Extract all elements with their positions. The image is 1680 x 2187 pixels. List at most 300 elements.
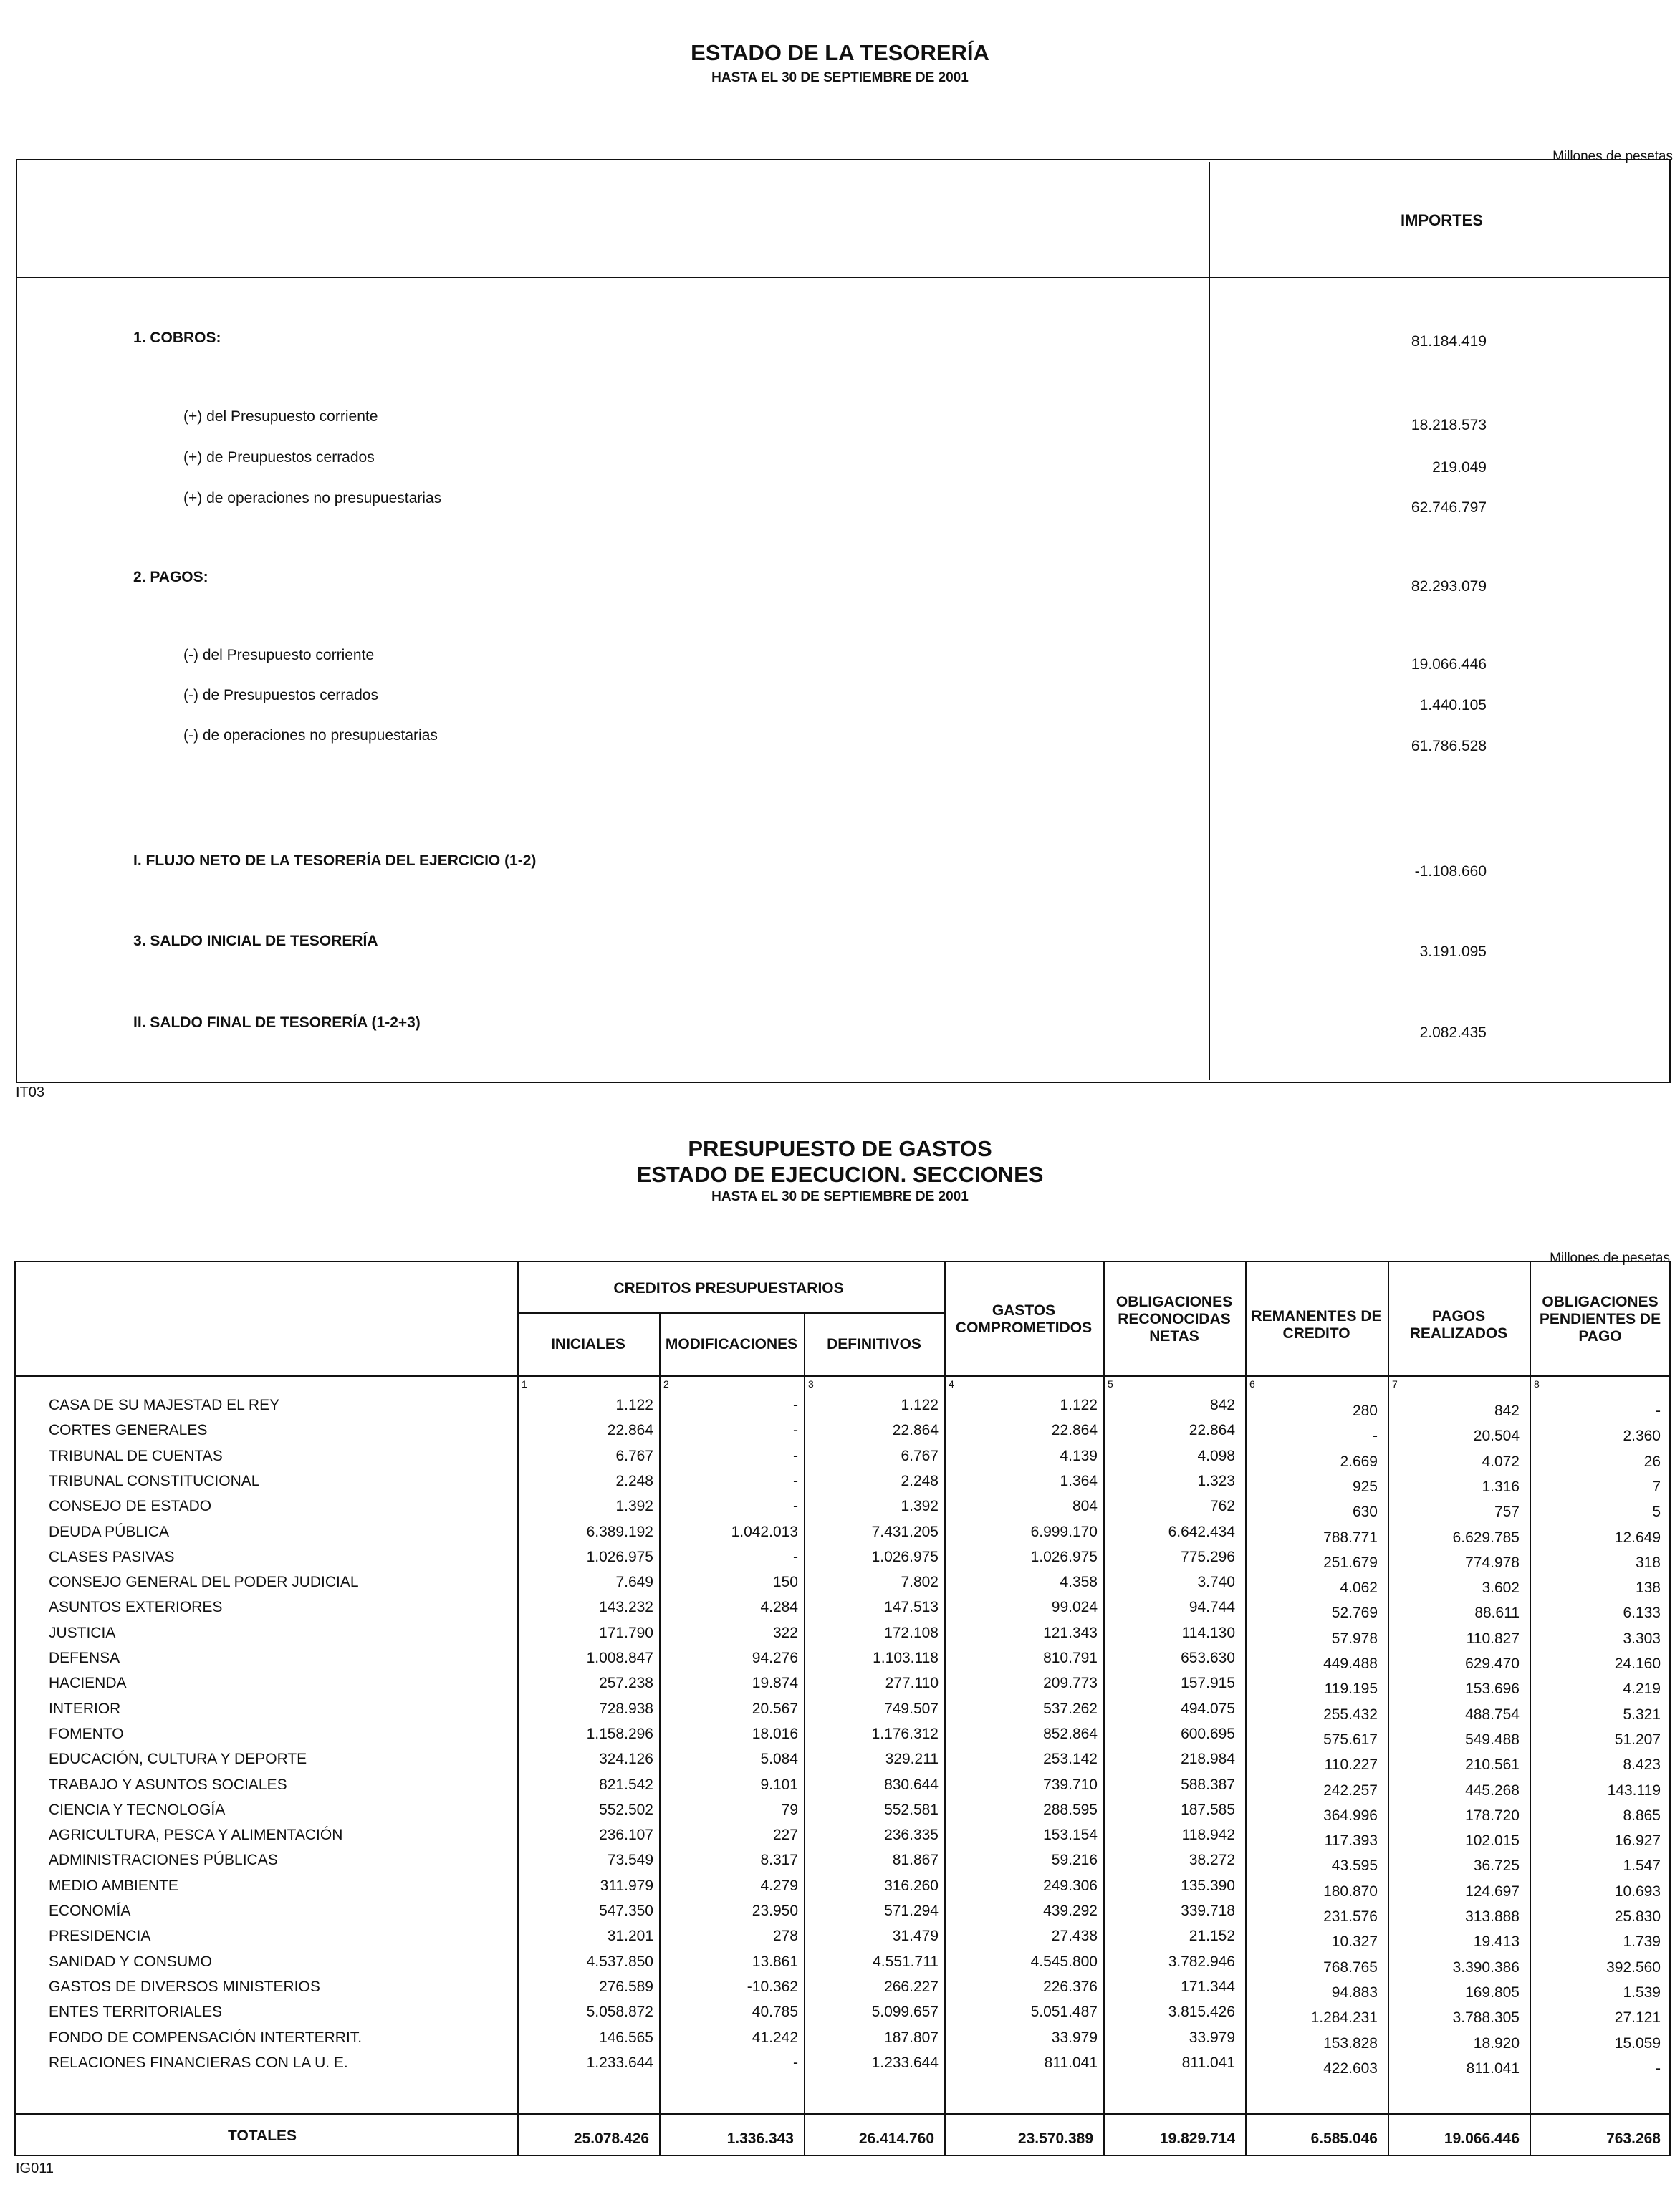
table-cell: 494.075 [1181,1701,1235,1717]
tesoreria-title: ESTADO DE LA TESORERÍA [691,40,989,65]
header-divider [14,1375,1671,1377]
table-cell: 171.790 [599,1625,653,1641]
table-cell: 255.432 [1323,1706,1378,1723]
column-number: 7 [1392,1378,1398,1390]
table-cell: - [1373,1428,1378,1444]
table-cell: 114.130 [1181,1625,1235,1641]
table-cell: 1.392 [615,1498,653,1514]
table-cell: - [793,1448,798,1464]
table-row-label: ECONOMÍA [49,1903,131,1919]
table-cell: 36.725 [1473,1857,1520,1874]
table-cell: 218.984 [1181,1751,1235,1767]
table-cell: -10.362 [747,1979,798,1995]
table-cell: 242.257 [1323,1782,1378,1799]
table-row-label: CONSEJO DE ESTADO [49,1498,212,1514]
table-row-label: MEDIO AMBIENTE [49,1878,178,1894]
table-cell: 1.233.644 [586,2054,653,2071]
totals-cell: 763.268 [1606,2130,1661,2147]
table-cell: 4.545.800 [1030,1953,1098,1970]
column-number: 4 [949,1378,954,1390]
column-divider [1388,1261,1389,2156]
column-divider [804,1312,805,2156]
table-cell: 4.139 [1060,1448,1098,1464]
totals-cell: 26.414.760 [858,2130,934,2147]
table-cell: 630 [1352,1504,1378,1520]
table-cell: 1.233.644 [871,2054,939,2071]
tesoreria-row-label: (-) de operaciones no presupuestarias [183,727,438,744]
table-cell: 7 [1652,1479,1661,1495]
table-cell: 537.262 [1043,1701,1098,1717]
table-cell: 40.785 [752,2004,798,2020]
table-cell: 19.874 [752,1675,798,1691]
table-row-label: AGRICULTURA, PESCA Y ALIMENTACIÓN [49,1827,343,1843]
column-number: 6 [1249,1378,1255,1390]
table-cell: 57.978 [1331,1630,1378,1647]
column-number: 1 [522,1378,527,1390]
tesoreria-row-label: II. SALDO FINAL DE TESORERÍA (1-2+3) [133,1014,421,1031]
table-cell: 311.979 [600,1878,653,1894]
totals-cell: 19.829.714 [1159,2130,1235,2147]
table-cell: 24.160 [1614,1655,1661,1672]
table-cell: 439.292 [1043,1903,1098,1919]
table-cell: 276.589 [599,1979,653,1995]
table-cell: 7.649 [615,1574,653,1590]
table-cell: 3.602 [1482,1580,1520,1596]
table-cell: 1.176.312 [871,1726,939,1742]
tesoreria-row-value: 61.786.528 [1411,738,1487,754]
table-cell: 318 [1635,1554,1661,1571]
table-cell: 4.537.850 [586,1953,653,1970]
table-cell: 6.999.170 [1030,1524,1098,1540]
table-cell: 121.343 [1043,1625,1098,1641]
table-cell: 19.413 [1473,1933,1520,1950]
table-cell: 10.693 [1614,1883,1661,1900]
table-cell: 1.026.975 [1030,1549,1098,1565]
table-cell: 81.867 [892,1852,939,1868]
column-number: 3 [808,1378,814,1390]
table-cell: 18.920 [1473,2035,1520,2052]
table-cell: 146.565 [599,2029,653,2046]
tesoreria-row-label: (-) del Presupuesto corriente [183,647,375,663]
table-row-label: CLASES PASIVAS [49,1549,175,1565]
table-cell: 1.122 [901,1397,939,1413]
table-cell: 31.479 [892,1928,939,1944]
table-row-label: GASTOS DE DIVERSOS MINISTERIOS [49,1979,320,1995]
table-cell: 2.360 [1623,1428,1661,1444]
table-cell: 6.133 [1623,1605,1661,1621]
table-cell: 52.769 [1331,1605,1378,1621]
table-cell: 59.216 [1051,1852,1098,1868]
table-cell: 119.195 [1324,1681,1378,1697]
column-divider [517,1261,519,2156]
table-cell: 600.695 [1181,1726,1235,1742]
column-header: OBLIGACIONES RECONOCIDAS NETAS [1115,1294,1233,1345]
table-cell: 811.041 [1044,2054,1098,2071]
table-cell: 31.201 [607,1928,653,1944]
table-cell: 33.979 [1051,2029,1098,2046]
table-cell: 150 [772,1574,798,1590]
table-cell: 322 [772,1625,798,1641]
creditos-group-header: CREDITOS PRESUPUESTARIOS [613,1280,844,1297]
table-row-label: ENTES TERRITORIALES [49,2004,222,2020]
table-cell: 810.791 [1043,1650,1098,1666]
totals-cell: 25.078.426 [573,2130,649,2147]
table-cell: 209.773 [1043,1675,1098,1691]
table-cell: 88.611 [1474,1605,1520,1621]
table-cell: 392.560 [1606,1959,1661,1976]
table-cell: 118.942 [1181,1827,1235,1843]
gastos-table [14,1261,1671,2156]
tesoreria-row-label: (+) de operaciones no presupuestarias [183,490,442,506]
table-cell: 1.547 [1623,1857,1661,1874]
table-cell: 22.864 [1189,1422,1235,1438]
table-cell: 180.870 [1323,1883,1378,1900]
table-cell: 110.827 [1466,1630,1520,1647]
table-cell: 41.242 [752,2029,798,2046]
table-cell: 236.107 [599,1827,653,1843]
table-cell: 278 [772,1928,798,1944]
table-cell: 552.581 [884,1802,939,1818]
table-cell: 147.513 [884,1599,939,1615]
table-cell: 925 [1352,1479,1378,1495]
tesoreria-code: IT03 [16,1085,45,1100]
table-cell: 51.207 [1614,1731,1661,1748]
table-cell: 852.864 [1043,1726,1098,1742]
tesoreria-header-divider [16,277,1671,278]
table-cell: 316.260 [884,1878,939,1894]
table-cell: 3.788.305 [1452,2009,1520,2026]
table-cell: 1.739 [1623,1933,1661,1950]
table-cell: 187.807 [884,2029,939,2046]
column-divider [944,1261,946,2156]
table-cell: 728.938 [599,1701,653,1717]
totals-divider [14,2113,1671,2115]
table-cell: 21.152 [1189,1928,1235,1944]
table-cell: 27.121 [1614,2009,1661,2026]
importes-header: IMPORTES [1401,211,1483,229]
table-cell: 153.154 [1043,1827,1098,1843]
table-cell: - [793,1498,798,1514]
table-cell: 4.284 [760,1599,798,1615]
table-cell: 3.390.386 [1452,1959,1520,1976]
table-cell: 171.344 [1181,1979,1235,1995]
table-cell: 1.316 [1482,1479,1520,1495]
table-cell: 313.888 [1465,1908,1520,1925]
table-row-label: CASA DE SU MAJESTAD EL REY [49,1397,280,1413]
table-cell: 253.142 [1043,1751,1098,1767]
column-number: 8 [1534,1378,1540,1390]
table-cell: 1.539 [1623,1984,1661,2001]
table-cell: 2.248 [901,1473,939,1489]
table-cell: 1.026.975 [586,1549,653,1565]
table-cell: - [793,1397,798,1413]
table-cell: 7.802 [901,1574,939,1590]
table-cell: - [1656,1403,1661,1419]
table-cell: 23.950 [752,1903,798,1919]
table-cell: 26 [1643,1453,1661,1470]
table-cell: 339.718 [1181,1903,1235,1919]
table-cell: 3.740 [1197,1574,1235,1590]
table-row-label: SANIDAD Y CONSUMO [49,1953,212,1970]
table-cell: 20.504 [1473,1428,1520,1444]
tesoreria-row-label: (-) de Presupuestos cerrados [183,687,378,703]
table-row-label: CORTES GENERALES [49,1422,208,1438]
table-cell: 94.276 [752,1650,798,1666]
table-cell: 288.595 [1043,1802,1098,1818]
tesoreria-row-label: 1. COBROS: [133,330,221,346]
tesoreria-units: Millones de pesetas [1552,149,1673,164]
table-cell: 277.110 [885,1675,939,1691]
table-cell: 329.211 [885,1751,939,1767]
table-cell: 1.392 [901,1498,939,1514]
table-cell: 775.296 [1181,1549,1235,1565]
table-cell: 842 [1494,1403,1520,1419]
column-header: PAGOS REALIZADOS [1409,1308,1508,1342]
tesoreria-row-label: 3. SALDO INICIAL DE TESORERÍA [133,933,378,949]
tesoreria-row-value: -1.108.660 [1414,863,1487,880]
table-row-label: HACIENDA [49,1675,127,1691]
tesoreria-subtitle: HASTA EL 30 DE SEPTIEMBRE DE 2001 [711,70,969,85]
totals-cell: 23.570.389 [1017,2130,1093,2147]
column-divider [659,1312,661,2156]
table-cell: 3.782.946 [1168,1953,1235,1970]
table-cell: - [793,1473,798,1489]
table-row-label: FONDO DE COMPENSACIÓN INTERTERRIT. [49,2029,363,2046]
table-cell: 8.865 [1623,1807,1661,1824]
table-row-label: TRIBUNAL CONSTITUCIONAL [49,1473,260,1489]
table-row-label: CIENCIA Y TECNOLOGÍA [49,1802,226,1818]
table-cell: 2.248 [615,1473,653,1489]
table-cell: 552.502 [599,1802,653,1818]
table-cell: 1.284.231 [1310,2009,1378,2026]
column-header: DEFINITIVOS [827,1336,921,1352]
table-cell: 1.026.975 [871,1549,939,1565]
table-cell: 172.108 [884,1625,939,1641]
tesoreria-row-label: 2. PAGOS: [133,569,208,585]
table-cell: 124.697 [1465,1883,1520,1900]
table-cell: 117.393 [1324,1832,1378,1849]
table-row-label: CONSEJO GENERAL DEL PODER JUDICIAL [49,1574,359,1590]
table-cell: 27.438 [1051,1928,1098,1944]
table-cell: 1.122 [1060,1397,1098,1413]
table-cell: 830.644 [884,1777,939,1793]
table-cell: 110.227 [1324,1756,1378,1773]
table-cell: 4.098 [1197,1448,1235,1464]
table-cell: 135.390 [1181,1878,1235,1894]
table-cell: 811.041 [1181,2054,1235,2071]
table-cell: 821.542 [599,1777,653,1793]
column-number: 5 [1108,1378,1113,1390]
table-cell: 449.488 [1323,1655,1378,1672]
table-cell: 13.861 [752,1953,798,1970]
tesoreria-row-value: 62.746.797 [1411,499,1487,516]
table-cell: 653.630 [1181,1650,1235,1666]
gastos-code: IG011 [16,2160,54,2176]
table-cell: 43.595 [1331,1857,1378,1874]
table-cell: 324.126 [599,1751,653,1767]
column-divider [1245,1261,1247,2156]
table-row-label: FOMENTO [49,1726,124,1742]
tesoreria-row-label: I. FLUJO NETO DE LA TESORERÍA DEL EJERCICIO (1-2) [133,852,537,869]
table-cell: 5.058.872 [586,2004,653,2020]
table-row-label: INTERIOR [49,1701,121,1717]
tesoreria-row-label: (+) del Presupuesto corriente [183,408,378,425]
table-cell: 227 [772,1827,798,1843]
tesoreria-row-value: 82.293.079 [1411,578,1487,595]
table-cell: 102.015 [1465,1832,1520,1849]
table-row-label: PRESIDENCIA [49,1928,151,1944]
table-cell: 6.389.192 [586,1524,653,1540]
group-divider [517,1312,944,1314]
table-cell: 257.238 [599,1675,653,1691]
table-cell: 143.119 [1607,1782,1661,1799]
table-cell: 5.051.487 [1030,2004,1098,2020]
column-header: REMANENTES DE CREDITO [1251,1308,1382,1342]
table-cell: 4.062 [1340,1580,1378,1596]
table-cell: - [793,1422,798,1438]
table-cell: 1.008.847 [586,1650,653,1666]
totals-label: TOTALES [228,2128,297,2144]
table-cell: 4.279 [760,1878,798,1894]
table-cell: 73.549 [607,1852,653,1868]
table-cell: 280 [1352,1403,1378,1419]
table-cell: 804 [1072,1498,1098,1514]
tesoreria-row-value: 3.191.095 [1419,943,1487,960]
table-cell: 138 [1635,1580,1661,1596]
table-cell: 1.323 [1197,1473,1235,1489]
table-cell: 422.603 [1323,2060,1378,2077]
gastos-title2: ESTADO DE EJECUCION. SECCIONES [636,1162,1044,1187]
table-cell: 7.431.205 [871,1524,939,1540]
column-divider [1103,1261,1105,2156]
table-cell: 8.423 [1623,1756,1661,1773]
table-cell: 94.744 [1189,1599,1235,1615]
table-cell: 549.488 [1465,1731,1520,1748]
table-cell: 1.042.013 [731,1524,798,1540]
table-cell: 3.815.426 [1168,2004,1235,2020]
table-cell: 1.158.296 [586,1726,653,1742]
table-cell: 157.915 [1181,1675,1235,1691]
table-cell: 488.754 [1465,1706,1520,1723]
table-cell: 22.864 [1051,1422,1098,1438]
tesoreria-row-value: 81.184.419 [1411,333,1487,350]
table-cell: 6.767 [615,1448,653,1464]
table-cell: 210.561 [1465,1756,1520,1773]
table-cell: 249.306 [1043,1878,1098,1894]
table-cell: 788.771 [1323,1529,1378,1546]
table-cell: 6.767 [901,1448,939,1464]
table-cell: - [793,2054,798,2071]
table-cell: 22.864 [607,1422,653,1438]
table-cell: 33.979 [1189,2029,1235,2046]
table-cell: 3.303 [1623,1630,1661,1647]
column-divider [1530,1261,1531,2156]
table-row-label: DEUDA PÚBLICA [49,1524,170,1540]
table-cell: 16.927 [1614,1832,1661,1849]
table-cell: 842 [1209,1397,1235,1413]
tesoreria-col-divider [1209,162,1210,1080]
table-cell: 153.828 [1323,2035,1378,2052]
table-row-label: RELACIONES FINANCIERAS CON LA U. E. [49,2054,348,2071]
table-row-label: EDUCACIÓN, CULTURA Y DEPORTE [49,1751,307,1767]
table-cell: 99.024 [1051,1599,1098,1615]
table-cell: 757 [1494,1504,1520,1520]
table-cell: 1.122 [615,1397,653,1413]
table-cell: 187.585 [1181,1802,1235,1818]
table-cell: 18.016 [752,1726,798,1742]
totals-cell: 1.336.343 [726,2130,794,2147]
table-cell: 15.059 [1614,2035,1661,2052]
totals-cell: 6.585.046 [1310,2130,1378,2147]
column-number: 2 [663,1378,669,1390]
table-cell: 169.805 [1465,1984,1520,2001]
table-cell: 364.996 [1323,1807,1378,1824]
tesoreria-row-value: 19.066.446 [1411,656,1487,673]
table-cell: 12.649 [1614,1529,1661,1546]
table-row-label: TRABAJO Y ASUNTOS SOCIALES [49,1777,287,1793]
table-cell: 94.883 [1331,1984,1378,2001]
table-cell: 1.103.118 [873,1650,939,1666]
table-cell: 6.642.434 [1168,1524,1235,1540]
table-cell: 629.470 [1465,1655,1520,1672]
table-cell: 811.041 [1466,2060,1520,2077]
table-cell: 749.507 [884,1701,939,1717]
column-header: OBLIGACIONES PENDIENTES DE PAGO [1539,1294,1661,1345]
table-cell: - [793,1549,798,1565]
table-cell: 226.376 [1043,1979,1098,1995]
table-row-label: DEFENSA [49,1650,120,1666]
column-header: INICIALES [551,1336,625,1352]
table-cell: 4.072 [1482,1453,1520,1470]
table-cell: 2.669 [1340,1453,1378,1470]
table-cell: 8.317 [760,1852,798,1868]
table-cell: 6.629.785 [1452,1529,1520,1546]
gastos-subtitle: HASTA EL 30 DE SEPTIEMBRE DE 2001 [711,1189,969,1204]
table-cell: 22.864 [892,1422,939,1438]
table-cell: 571.294 [884,1903,939,1919]
table-row-label: ADMINISTRACIONES PÚBLICAS [49,1852,278,1868]
table-cell: 5 [1652,1504,1661,1520]
table-cell: 38.272 [1189,1852,1235,1868]
table-cell: 178.720 [1465,1807,1520,1824]
table-cell: 20.567 [752,1701,798,1717]
table-cell: 236.335 [884,1827,939,1843]
table-cell: 266.227 [884,1979,939,1995]
table-cell: 445.268 [1465,1782,1520,1799]
table-cell: 739.710 [1043,1777,1098,1793]
table-row-label: TRIBUNAL DE CUENTAS [49,1448,223,1464]
table-cell: 547.350 [599,1903,653,1919]
table-cell: 4.219 [1623,1681,1661,1697]
tesoreria-row-value: 1.440.105 [1419,697,1487,713]
column-header: MODIFICACIONES [665,1336,798,1352]
table-row-label: JUSTICIA [49,1625,116,1641]
table-cell: 25.830 [1614,1908,1661,1925]
table-cell: 5.084 [760,1751,798,1767]
table-cell: 79 [781,1802,798,1818]
table-cell: 10.327 [1331,1933,1378,1950]
totals-cell: 19.066.446 [1444,2130,1520,2147]
table-cell: 251.679 [1323,1554,1378,1571]
table-cell: 1.364 [1060,1473,1098,1489]
table-cell: 5.099.657 [871,2004,939,2020]
table-cell: 774.978 [1465,1554,1520,1571]
table-cell: 5.321 [1623,1706,1661,1723]
table-cell: 143.232 [599,1599,653,1615]
gastos-units: Millones de pesetas [1550,1251,1670,1266]
table-cell: 231.576 [1323,1908,1378,1925]
column-header: GASTOS COMPROMETIDOS [955,1302,1093,1336]
